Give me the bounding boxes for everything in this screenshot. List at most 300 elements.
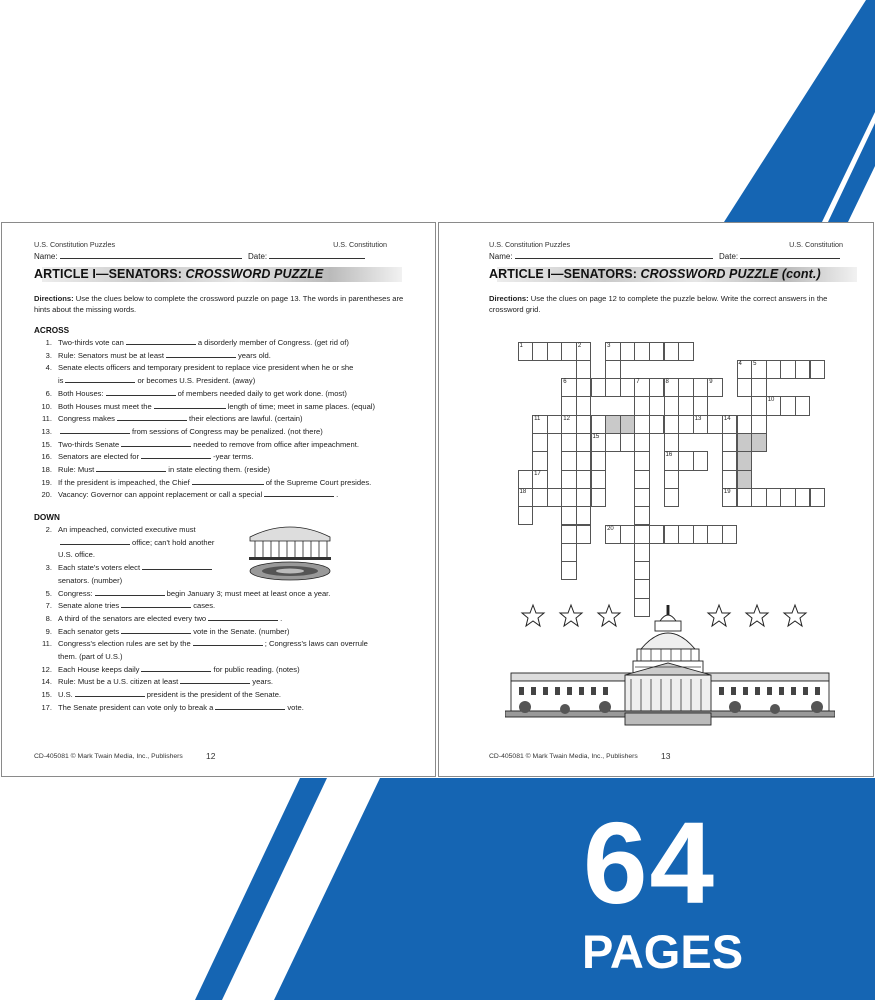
header-right: U.S. Constitution	[789, 240, 843, 249]
grid-cell[interactable]	[591, 470, 607, 489]
clue-number: 2.	[45, 525, 52, 534]
clue-item	[34, 562, 214, 575]
grid-cell[interactable]	[634, 470, 650, 489]
clue-text-before: The Senate president can vote only to break a	[58, 702, 214, 712]
clue-text-after: begin January 3; must meet at least once a year.	[166, 588, 331, 598]
grid-cell[interactable]	[707, 525, 723, 544]
grid-cell[interactable]	[737, 360, 753, 379]
grid-cell[interactable]	[634, 543, 650, 562]
answer-blank[interactable]	[60, 427, 130, 434]
clue-number: 13.	[41, 426, 52, 436]
clue-text-after: cases.	[193, 601, 216, 611]
clue-text-before: Each state's voters elect	[58, 563, 141, 573]
clue-text-after: from sessions of Congress may be penalized. (not there)	[132, 426, 323, 436]
grid-cell[interactable]	[707, 415, 723, 434]
grid-cell[interactable]	[576, 433, 592, 452]
grid-cell[interactable]	[532, 451, 548, 470]
clue-number: 17.	[41, 702, 52, 712]
clue-text-before: Two-thirds vote can	[58, 338, 124, 347]
grid-cell[interactable]	[810, 360, 826, 379]
grid-cell[interactable]	[664, 488, 680, 507]
clue-number: 3.	[45, 350, 52, 360]
clue-text-before: is	[58, 376, 64, 386]
grid-cell[interactable]	[561, 342, 577, 361]
grid-cell[interactable]	[751, 360, 767, 379]
clue-text-after: of the Supreme Court presides.	[265, 477, 372, 487]
clue-number: 19.	[41, 477, 52, 487]
grid-cell[interactable]	[576, 415, 592, 434]
grid-cell[interactable]	[664, 525, 680, 544]
worksheet-page-12	[1, 222, 436, 777]
directions	[34, 294, 404, 315]
answer-blank[interactable]	[141, 452, 211, 459]
grid-cell[interactable]	[547, 415, 563, 434]
clue-item	[34, 451, 254, 464]
clue-item	[34, 549, 95, 562]
grid-cell[interactable]	[518, 342, 534, 361]
clue-text-before: Rule: Senators must be at least	[58, 350, 164, 360]
clue-number: 1.	[45, 338, 52, 347]
grid-cell[interactable]	[678, 451, 694, 470]
grid-cell[interactable]	[576, 378, 592, 397]
name-line	[34, 251, 365, 261]
clue-text-before: Each senator gets	[58, 626, 120, 636]
grid-cell[interactable]	[561, 561, 577, 580]
grid-cell[interactable]	[561, 451, 577, 470]
grid-block	[620, 415, 636, 434]
page-number: 12	[206, 751, 216, 761]
grid-cell[interactable]	[722, 488, 738, 507]
grid-cell[interactable]	[634, 396, 650, 415]
clue-text-after: years old.	[237, 350, 271, 360]
grid-cell[interactable]	[810, 488, 826, 507]
grid-cell[interactable]	[737, 488, 753, 507]
grid-cell[interactable]	[634, 415, 650, 434]
page-title	[34, 267, 323, 281]
clue-text-after: a disorderly member of Congress. (get rid of)	[197, 338, 349, 347]
grid-cell[interactable]	[678, 415, 694, 434]
grid-cell[interactable]	[591, 378, 607, 397]
grid-cell[interactable]	[649, 342, 665, 361]
title-italic: CROSSWORD PUZZLE (cont.)	[640, 267, 821, 281]
grid-cell[interactable]	[547, 488, 563, 507]
grid-cell[interactable]	[678, 525, 694, 544]
grid-cell[interactable]	[561, 415, 577, 434]
grid-cell[interactable]	[664, 378, 680, 397]
grid-cell[interactable]	[795, 396, 811, 415]
clue-number: 11.	[42, 639, 52, 649]
clue-item	[34, 350, 271, 363]
grid-cell[interactable]	[634, 433, 650, 452]
grid-cell[interactable]	[766, 360, 782, 379]
grid-cell[interactable]	[751, 488, 767, 507]
grid-cell[interactable]	[766, 396, 782, 415]
grid-cell[interactable]	[722, 451, 738, 470]
grid-block	[737, 451, 753, 470]
grid-cell[interactable]	[722, 433, 738, 452]
page-count-number: 64	[583, 798, 717, 928]
grid-cell[interactable]	[751, 378, 767, 397]
answer-blank[interactable]	[65, 376, 135, 383]
clue-text-before: Vacancy: Governor can appoint replacement or call a special	[58, 490, 263, 500]
grid-clue-number: 2	[577, 342, 582, 349]
directions	[489, 294, 849, 315]
grid-clue-number: 11	[534, 415, 541, 422]
clue-text-after: for public reading. (notes)	[213, 664, 300, 674]
clue-text-before: Rule: Must	[58, 465, 95, 474]
clue-number: 7.	[45, 601, 52, 611]
grid-cell[interactable]	[620, 378, 636, 397]
clue-number: 3.	[45, 563, 52, 573]
clue-number: 11.	[42, 414, 52, 424]
grid-cell[interactable]	[664, 433, 680, 452]
grid-clue-number: 6	[563, 379, 567, 386]
grid-block	[737, 433, 753, 452]
clue-item	[34, 613, 282, 626]
clue-item	[34, 575, 122, 588]
grid-clue-number: 12	[563, 415, 570, 422]
clue-item	[34, 362, 353, 375]
grid-cell[interactable]	[605, 433, 621, 452]
clue-item	[34, 638, 368, 651]
name-label: Name:	[34, 252, 58, 261]
grid-cell[interactable]	[664, 451, 680, 470]
grid-cell[interactable]	[693, 451, 709, 470]
grid-cell[interactable]	[678, 342, 694, 361]
clue-item	[34, 413, 303, 426]
clue-number: 8.	[45, 613, 52, 623]
clue-item	[34, 464, 270, 477]
title-italic: CROSSWORD PUZZLE	[185, 267, 324, 281]
grid-cell[interactable]	[795, 360, 811, 379]
clue-text-before: Congress makes	[58, 414, 115, 424]
clue-text-before: Congress:	[58, 588, 93, 598]
grid-cell[interactable]	[620, 342, 636, 361]
blue-band-bottom	[274, 778, 875, 1000]
grid-cell[interactable]	[561, 543, 577, 562]
answer-blank[interactable]	[208, 614, 278, 621]
header-left: U.S. Constitution Puzzles	[489, 240, 571, 249]
clue-text-before: Senate elects officers and temporary president to replace vice president when he or she	[58, 363, 354, 373]
grid-clue-number: 9	[709, 379, 713, 386]
clue-item	[34, 401, 375, 414]
clue-number: 15.	[41, 439, 52, 449]
grid-cell[interactable]	[532, 415, 548, 434]
grid-block	[751, 433, 767, 452]
grid-cell[interactable]	[532, 470, 548, 489]
header-right: U.S. Constitution	[333, 240, 387, 249]
clue-number: 4.	[45, 363, 52, 373]
grid-clue-number: 5	[753, 360, 757, 367]
grid-cell[interactable]	[561, 433, 577, 452]
clue-number: 20.	[41, 490, 52, 500]
clue-text-before: Both Houses must meet the	[58, 401, 152, 411]
clue-text-before: Congress's election rules are set by the	[58, 639, 191, 649]
answer-blank[interactable]	[75, 690, 145, 697]
grid-cell[interactable]	[664, 396, 680, 415]
clue-item	[34, 489, 338, 502]
grid-cell[interactable]	[561, 525, 577, 544]
grid-clue-number: 1	[519, 342, 523, 349]
grid-cell[interactable]	[634, 378, 650, 397]
clue-text-after: .	[280, 613, 283, 623]
grid-cell[interactable]	[576, 396, 592, 415]
grid-clue-number: 19	[723, 488, 731, 495]
clue-text-before: A third of the senators are elected every two	[58, 613, 207, 623]
name-blank	[515, 251, 713, 259]
page-number: 13	[661, 751, 671, 761]
clue-item	[34, 524, 196, 537]
grid-cell[interactable]	[751, 415, 767, 434]
directions-label: Directions:	[489, 294, 529, 303]
grid-cell[interactable]	[576, 488, 592, 507]
clue-item	[34, 702, 304, 715]
grid-cell[interactable]	[605, 360, 621, 379]
date-blank	[740, 251, 840, 259]
grid-clue-number: 15	[592, 434, 600, 440]
directions-label: Directions:	[34, 294, 74, 303]
clue-text-before: them. (part of U.S.)	[58, 652, 123, 661]
grid-cell[interactable]	[576, 360, 592, 379]
clue-number: 10.	[41, 401, 52, 411]
clue-item	[34, 664, 300, 677]
date-label: Date:	[248, 252, 268, 261]
clue-item	[34, 676, 273, 689]
clue-text-before: Both Houses:	[58, 388, 104, 398]
grid-cell[interactable]	[518, 488, 534, 507]
clue-text-after: .	[336, 490, 339, 500]
clue-item	[34, 426, 323, 439]
clue-item	[34, 439, 359, 452]
grid-clue-number: 7	[636, 379, 640, 386]
clue-text-before: An impeached, convicted executive must	[58, 525, 196, 534]
grid-cell[interactable]	[532, 488, 548, 507]
answer-blank[interactable]	[117, 414, 187, 421]
answer-blank[interactable]	[60, 538, 130, 545]
grid-cell[interactable]	[591, 451, 607, 470]
grid-cell[interactable]	[649, 415, 665, 434]
grid-cell[interactable]	[591, 433, 607, 452]
grid-block	[737, 470, 753, 489]
clue-text-before: Two-thirds Senate	[58, 439, 120, 449]
clue-number: 9.	[45, 626, 52, 636]
clue-text-after: their elections are lawful. (certain)	[188, 414, 303, 424]
grid-cell[interactable]	[678, 378, 694, 397]
grid-cell[interactable]	[693, 415, 709, 434]
clue-item	[34, 537, 214, 550]
grid-cell[interactable]	[634, 561, 650, 580]
grid-cell[interactable]	[693, 378, 709, 397]
clue-number: 12.	[41, 664, 52, 674]
answer-blank[interactable]	[154, 402, 226, 409]
clue-number: 18.	[41, 465, 52, 474]
grid-clue-number: 14	[723, 415, 731, 422]
grid-cell[interactable]	[518, 470, 534, 489]
clue-text-before: Rule: Must be a U.S. citizen at least	[58, 677, 179, 687]
grid-cell[interactable]	[561, 506, 577, 525]
grid-cell[interactable]	[561, 470, 577, 489]
grid-cell[interactable]	[532, 433, 548, 452]
grid-clue-number: 3	[607, 342, 611, 349]
clue-number: 6.	[45, 388, 52, 398]
answer-blank[interactable]	[106, 389, 176, 396]
grid-cell[interactable]	[532, 342, 548, 361]
grid-cell[interactable]	[634, 451, 650, 470]
grid-cell[interactable]	[722, 415, 738, 434]
grid-cell[interactable]	[707, 378, 723, 397]
grid-cell[interactable]	[722, 525, 738, 544]
answer-blank[interactable]	[121, 440, 191, 447]
grid-cell[interactable]	[518, 506, 534, 525]
grid-cell[interactable]	[693, 525, 709, 544]
page-count-label: PAGES	[582, 925, 744, 978]
clue-text-after: in state electing them. (reside)	[168, 465, 271, 474]
grid-cell[interactable]	[605, 378, 621, 397]
grid-cell[interactable]	[634, 342, 650, 361]
clue-text-before: U.S. office.	[58, 550, 96, 560]
page-title	[489, 267, 821, 281]
grid-cell[interactable]	[576, 451, 592, 470]
grid-cell[interactable]	[561, 378, 577, 397]
grid-clue-number: 4	[738, 360, 742, 367]
name-blank	[60, 251, 242, 259]
grid-cell[interactable]	[780, 396, 796, 415]
clue-item	[34, 588, 330, 601]
grid-cell[interactable]	[766, 488, 782, 507]
grid-cell[interactable]	[737, 378, 753, 397]
clue-text-before: If the president is impeached, the Chief	[58, 477, 190, 487]
clue-item	[34, 388, 347, 401]
clue-number: 16.	[41, 452, 52, 462]
title-main: ARTICLE I—SENATORS:	[34, 267, 186, 281]
grid-cell[interactable]	[751, 396, 767, 415]
grid-cell[interactable]	[649, 525, 665, 544]
grid-clue-number: 18	[519, 488, 527, 495]
directions-text: Use the clues below to complete the crossword puzzle on page 13. The words in parentheses are hints about the missing words.	[34, 294, 404, 314]
clue-text-after: vote in the Senate. (number)	[193, 626, 290, 636]
senate-chamber-illustration	[245, 519, 335, 581]
grid-cell[interactable]	[634, 488, 650, 507]
grid-cell[interactable]	[780, 360, 796, 379]
answer-blank[interactable]	[141, 665, 211, 672]
grid-cell[interactable]	[795, 488, 811, 507]
grid-cell[interactable]	[576, 525, 592, 544]
clue-text-before: U.S.	[58, 690, 73, 700]
grid-clue-number: 8	[665, 379, 669, 386]
clue-text-after: office; can't hold another	[132, 537, 215, 547]
answer-blank[interactable]	[121, 627, 191, 634]
clue-text-before: Senators are elected for	[58, 452, 140, 462]
grid-cell[interactable]	[664, 415, 680, 434]
grid-clue-number: 10	[767, 397, 775, 404]
grid-cell[interactable]	[737, 415, 753, 434]
answer-blank[interactable]	[95, 589, 165, 596]
clue-text-after: ; Congress's laws can overrule	[264, 639, 368, 649]
grid-clue-number: 16	[665, 452, 673, 459]
directions-text: Use the clues on page 12 to complete the puzzle below. Write the correct answers in the crossword grid.	[489, 294, 828, 314]
grid-cell[interactable]	[620, 525, 636, 544]
grid-cell[interactable]	[664, 470, 680, 489]
answer-blank[interactable]	[142, 563, 212, 570]
grid-cell[interactable]	[693, 396, 709, 415]
grid-cell[interactable]	[561, 396, 577, 415]
grid-cell[interactable]	[591, 415, 607, 434]
clue-text-before: Senate alone tries	[58, 601, 120, 611]
grid-cell[interactable]	[576, 470, 592, 489]
clue-item	[34, 477, 371, 490]
grid-cell[interactable]	[722, 470, 738, 489]
across-heading: ACROSS	[34, 326, 70, 335]
grid-cell[interactable]	[591, 488, 607, 507]
grid-cell[interactable]	[561, 488, 577, 507]
clue-item	[34, 651, 123, 664]
answer-blank[interactable]	[180, 677, 250, 684]
clue-text-before: senators. (number)	[58, 575, 123, 585]
clue-text-before: Each House keeps daily	[58, 664, 140, 674]
grid-cell[interactable]	[547, 342, 563, 361]
clue-text-after: vote.	[287, 702, 304, 712]
answer-blank[interactable]	[126, 338, 196, 345]
footer-copyright: CD-405081 © Mark Twain Media, Inc., Publishers	[489, 753, 638, 760]
grid-cell[interactable]	[634, 525, 650, 544]
grid-cell[interactable]	[634, 506, 650, 525]
clue-text-after: years.	[252, 677, 273, 687]
clue-number: 15.	[41, 690, 52, 700]
clue-item	[34, 375, 255, 388]
grid-cell[interactable]	[605, 525, 621, 544]
down-heading: DOWN	[34, 513, 60, 522]
grid-clue-number: 20	[607, 525, 614, 532]
clue-text-after: president is the president of the Senate.	[146, 690, 282, 700]
clue-text-after: -year terms.	[213, 452, 254, 462]
grid-clue-number: 17	[534, 470, 541, 477]
clue-item	[34, 626, 289, 639]
name-line	[489, 251, 840, 261]
grid-block	[605, 415, 621, 434]
grid-cell[interactable]	[576, 506, 592, 525]
answer-blank[interactable]	[121, 601, 191, 608]
grid-cell[interactable]	[576, 342, 592, 361]
clue-text-after: or becomes U.S. President. (away)	[137, 376, 256, 386]
grid-cell[interactable]	[605, 342, 621, 361]
clue-text-after: length of time; meet in same places. (equal)	[227, 401, 376, 411]
capitol-building-illustration	[505, 605, 835, 730]
clue-text-after: needed to remove from office after impeachment.	[193, 439, 359, 449]
name-label: Name:	[489, 252, 513, 261]
answer-blank[interactable]	[192, 478, 264, 485]
answer-blank[interactable]	[215, 703, 285, 710]
header-left: U.S. Constitution Puzzles	[34, 240, 116, 249]
answer-blank[interactable]	[166, 351, 236, 358]
title-main: ARTICLE I—SENATORS:	[489, 267, 641, 281]
clue-item	[34, 600, 215, 613]
grid-cell[interactable]	[649, 378, 665, 397]
worksheet-page-13	[438, 222, 874, 777]
date-blank	[269, 251, 365, 259]
grid-cell[interactable]	[664, 342, 680, 361]
answer-blank[interactable]	[264, 490, 334, 497]
grid-cell[interactable]	[780, 488, 796, 507]
clue-number: 14.	[41, 677, 52, 687]
answer-blank[interactable]	[96, 465, 166, 472]
clue-number: 5.	[45, 588, 52, 598]
grid-clue-number: 13	[694, 415, 702, 422]
grid-cell[interactable]	[620, 433, 636, 452]
clue-item	[34, 689, 281, 702]
grid-cell[interactable]	[634, 579, 650, 598]
footer-copyright: CD-405081 © Mark Twain Media, Inc., Publishers	[34, 753, 183, 760]
answer-blank[interactable]	[193, 639, 263, 646]
